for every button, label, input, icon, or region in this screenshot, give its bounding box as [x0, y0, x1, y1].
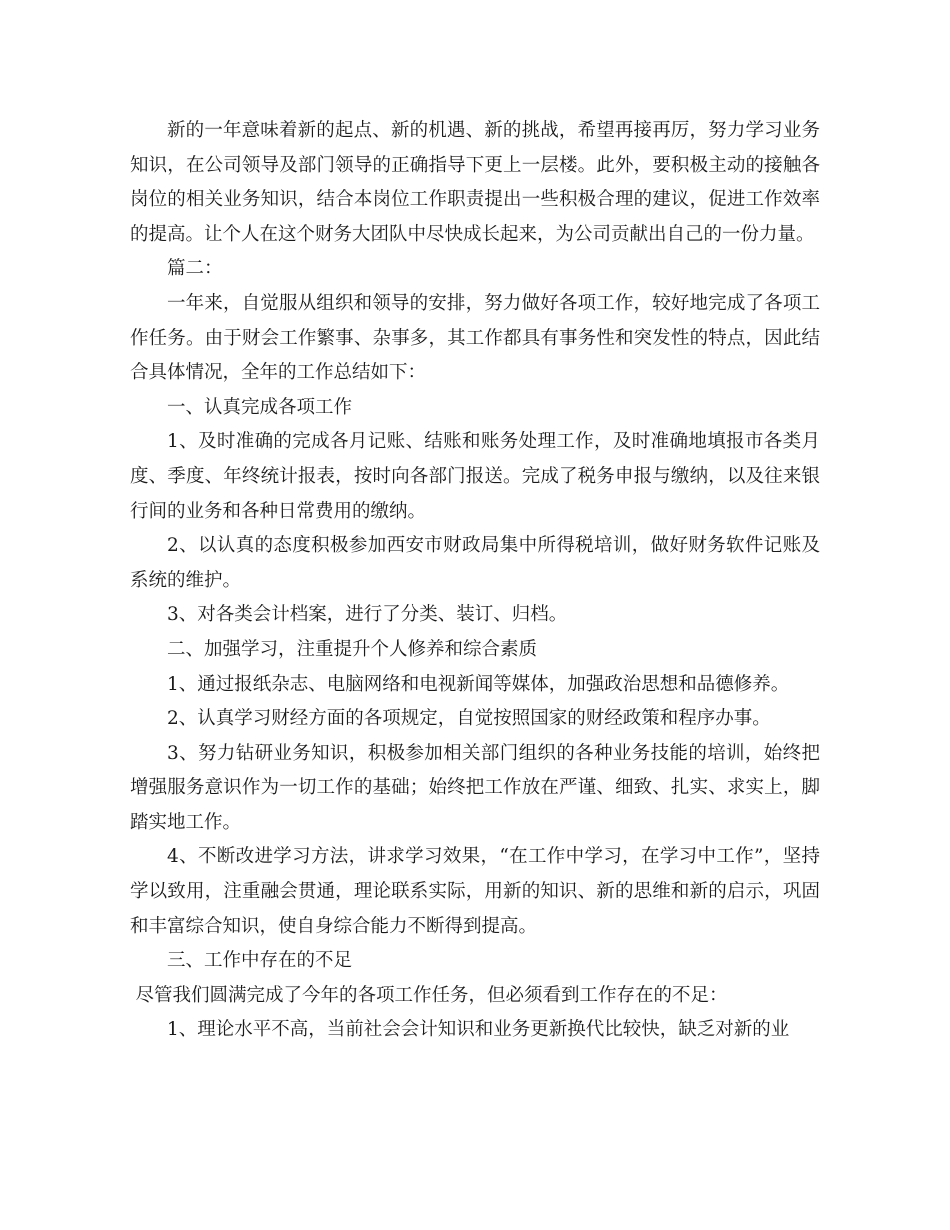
section-heading-one: 一、认真完成各项工作 — [167, 396, 353, 418]
list-item: 2、以认真的态度积极参加西安市财政局集中所得税培训，做好财务软件记账及系统的维护。 — [130, 535, 820, 591]
section-heading-part-two: 篇二： — [167, 258, 223, 280]
document-page — [130, 114, 820, 1048]
paragraph-overview: 一年来，自觉服从组织和领导的安排，努力做好各项工作，较好地完成了各项工作任务。由于财会工作繁事、杂事多，其工作都具有事务性和突发性的特点，因此结合具体情况，全年的工作总结如下： — [130, 292, 820, 384]
section-heading-three: 三、工作中存在的不足 — [167, 950, 353, 972]
section-heading-two: 二、加强学习，注重提升个人修养和综合素质 — [167, 638, 538, 660]
paragraph-shortcomings-intro: 尽管我们圆满完成了今年的各项工作任务，但必须看到工作存在的不足： — [135, 984, 728, 1006]
list-item: 1、通过报纸杂志、电脑网络和电视新闻等媒体，加强政治思想和品德修养。 — [167, 673, 790, 695]
list-item: 3、对各类会计档案，进行了分类、装订、归档。 — [167, 604, 568, 626]
paragraph-intro: 新的一年意味着新的起点、新的机遇、新的挑战，希望再接再厉，努力学习业务知识，在公司领导及部门领导的正确指导下更上一层楼。此外，要积极主动的接触各岗位的相关业务知识，结合本岗位工作职责提出一些积极合理的建议，促进工作效率的提高。让个人在这个财务大团队中尽快成长起来，为公司贡献出自己的一份力量。 — [130, 120, 820, 245]
list-item: 4、不断改进学习方法，讲求学习效果，“在工作中学习，在学习中工作”，坚持学以致用，注重融会贯通，理论联系实际，用新的知识、新的思维和新的启示，巩固和丰富综合知识，使自身综合能力不断得到提高。 — [130, 846, 820, 937]
list-item: 3、努力钻研业务知识，积极参加相关部门组织的各种业务技能的培训，始终把增强服务意识作为一切工作的基础；始终把工作放在严谨、细致、扎实、求实上，脚踏实地工作。 — [130, 742, 820, 833]
list-item: 1、理论水平不高，当前社会会计知识和业务更新换代比较快，缺乏对新的业 — [167, 1019, 790, 1041]
list-item: 2、认真学习财经方面的各项规定，自觉按照国家的财经政策和程序办事。 — [167, 708, 771, 730]
list-item: 1、及时准确的完成各月记账、结账和账务处理工作，及时准确地填报市各类月度、季度、年终统计报表，按时向各部门报送。完成了税务申报与缴纳，以及往来银行间的业务和各种日常费用的缴纳。 — [130, 431, 820, 522]
